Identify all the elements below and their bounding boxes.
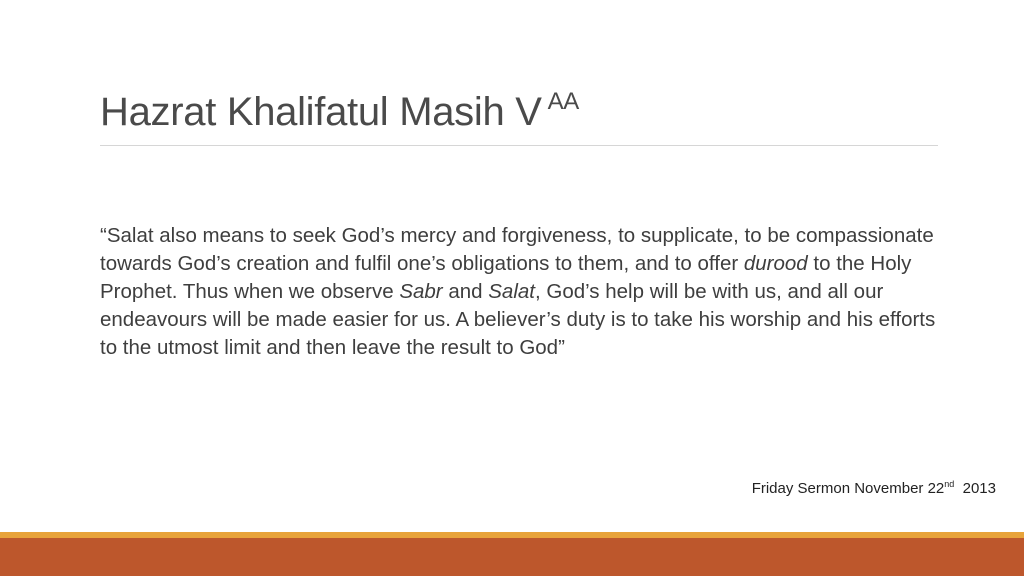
source-prefix: Friday Sermon November 22	[751, 480, 945, 497]
title-text: Hazrat Khalifatul Masih V	[100, 90, 542, 134]
source-ordinal-suffix: nd	[944, 479, 955, 489]
source-year: 2013	[962, 480, 996, 497]
quote-emphasis-sabr: Sabr	[399, 280, 443, 303]
title-superscript: AA	[547, 88, 580, 115]
quote-segment-1: “Salat also means to seek God’s mercy and forgiveness, to supplicate, to be compassionate towards God’s creation and fulfil one’s obligations to them, and to offer	[100, 224, 934, 275]
footer-accent-bar	[0, 538, 1024, 576]
slide-title	[100, 84, 579, 140]
quote-emphasis-salat: Salat	[488, 280, 535, 303]
source-citation	[752, 478, 996, 500]
quote-text	[100, 222, 940, 362]
title-divider	[100, 145, 938, 146]
quote-segment-2: to the Holy Prophet. Thus when we observe	[100, 252, 912, 303]
quote-segment-3: and	[442, 280, 489, 303]
quote-emphasis-durood: durood	[743, 252, 808, 275]
quote-segment-4: , God’s help will be with us, and all our endeavours will be made easier for us. A believer’s duty is to take his worship and his efforts to the utmost limit and then leave the result to God”	[100, 280, 936, 359]
